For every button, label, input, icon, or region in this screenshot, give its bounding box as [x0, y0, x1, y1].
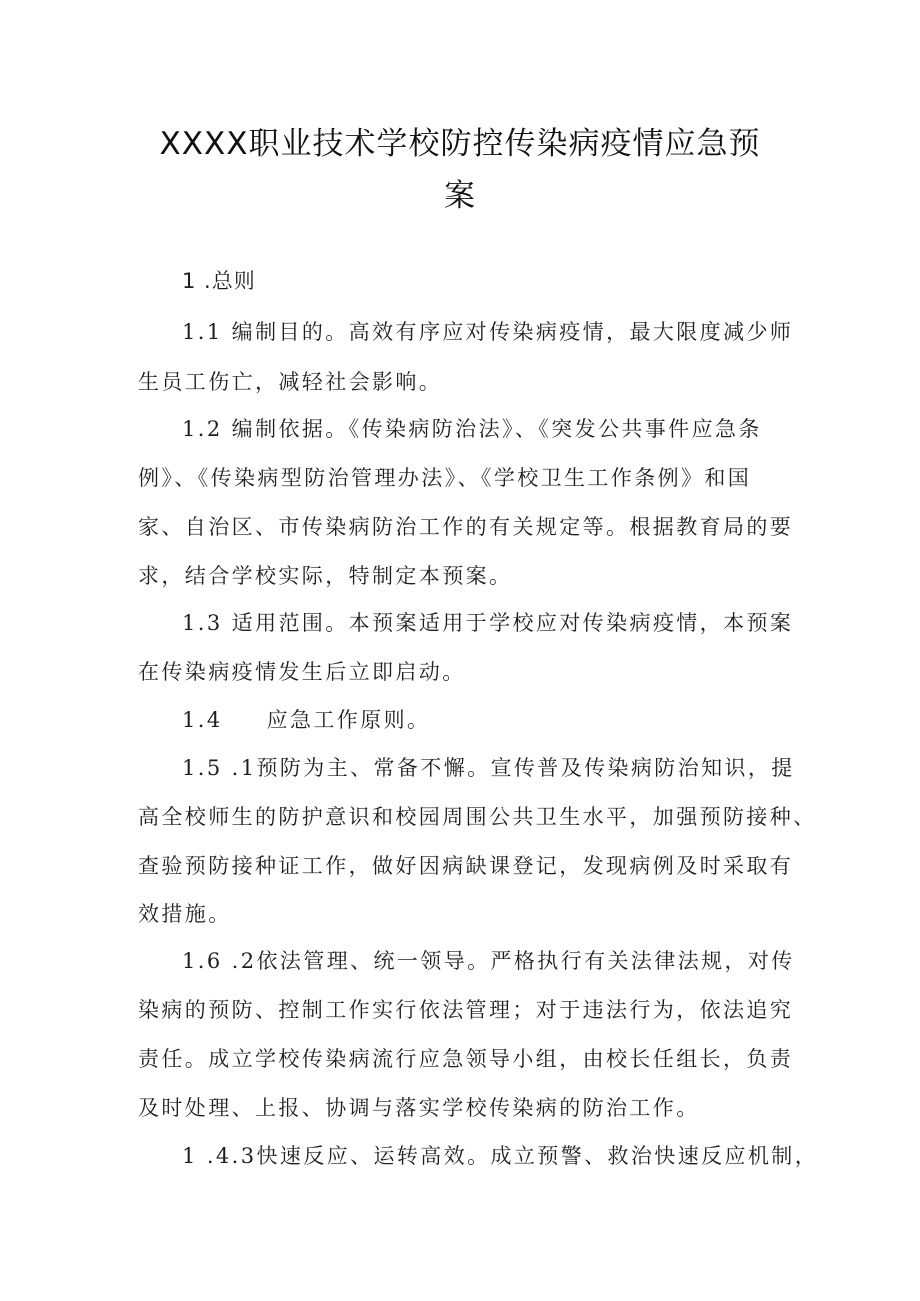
document-title-line-2: 案 — [444, 178, 476, 214]
paragraph-line: 求，结合学校实际，特制定本预案。 — [138, 564, 513, 588]
paragraph-line: 1 .4.3快速反应、运转高效。成立预警、救治快速反应机制， — [182, 1144, 819, 1168]
paragraph-line: 1.5 .1预防为主、常备不懈。宣传普及传染病防治知识，提 — [182, 756, 795, 780]
paragraph-line: 效措施。 — [138, 902, 232, 926]
section-number: 1.4 — [182, 708, 223, 732]
paragraph-line: 及时处理、上报、协调与落实学校传染病的防治工作。 — [138, 1096, 700, 1120]
paragraph-line: 1.2 编制依据。《传染病防治法》、《突发公共事件应急条 — [182, 417, 762, 441]
paragraph-line: 1.3 适用范围。本预案适用于学校应对传染病疫情，本预案 — [182, 611, 794, 635]
paragraph-line: 染病的预防、控制工作实行依法管理；对于违法行为，依法追究 — [138, 998, 794, 1022]
paragraph-line: 责任。成立学校传染病流行应急领导小组，由校长任组长，负责 — [138, 1047, 794, 1071]
paragraph-line: 1.6 .2依法管理、统一领导。严格执行有关法律法规，对传 — [182, 949, 795, 973]
paragraph-line: 例》、《传染病型防治管理办法》、《学校卫生工作条例》和国 — [138, 466, 752, 490]
paragraph-line: 1.1 编制目的。高效有序应对传染病疫情，最大限度减少师 — [182, 320, 794, 344]
paragraph-line-1-4 — [182, 704, 430, 734]
paragraph-line: 家、自治区、市传染病防治工作的有关规定等。根据教育局的要 — [138, 515, 794, 539]
paragraph-line: 在传染病疫情发生后立即启动。 — [138, 660, 466, 684]
paragraph-line: 生员工伤亡，减轻社会影响。 — [138, 370, 443, 394]
document-title-line-1: XXXX职业技术学校防控传染病疫情应急预 — [159, 126, 761, 162]
section-text: 应急工作原则。 — [266, 708, 431, 732]
paragraph-line: 查验预防接种证工作，做好因病缺课登记，发现病例及时采取有 — [138, 854, 794, 878]
section-heading-general: 1 .总则 — [182, 269, 256, 293]
paragraph-line: 高全校师生的防护意识和校园周围公共卫生水平，加强预防接种、 — [138, 805, 817, 829]
